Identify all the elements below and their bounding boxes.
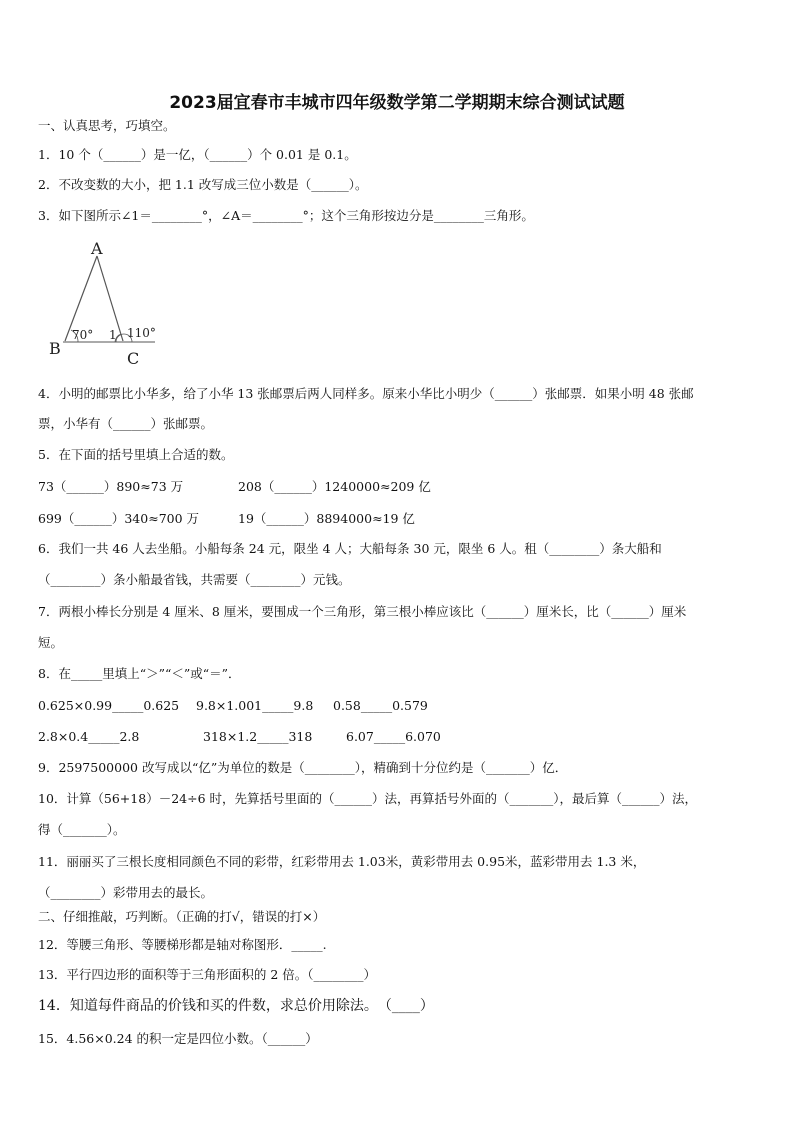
question-8-item-6: 6.07_____6.070 <box>346 729 441 744</box>
question-11-line-1: 11．丽丽买了三根长度相同颜色不同的彩带，红彩带用去 1.03米，黄彩带用去 0.95米，蓝彩带用去 1.3 米， <box>38 854 646 869</box>
question-5-item-1: 73（______）890≈73 万 <box>38 479 184 494</box>
vertex-b-label: B <box>49 339 61 358</box>
question-4-line-1: 4．小明的邮票比小华多，给了小华 13 张邮票后两人同样多。原来小华比小明少（______）张邮票．如果小明 48 张邮 <box>38 386 694 401</box>
angle-b-label: 70° <box>72 328 94 342</box>
page-title: 2023届宜春市丰城市四年级数学第二学期期末综合测试试题 <box>169 93 625 113</box>
question-9: 9．2597500000 改写成以“亿”为单位的数是（________），精确到十分位约是（_______）亿． <box>38 760 568 775</box>
question-11-line-2: （________）彩带用去的最长。 <box>38 885 214 900</box>
question-6-line-1: 6．我们一共 46 人去坐船。小船每条 24 元，限坐 4 人；大船每条 30 元，限坐 6 人。租（________）条大船和 <box>38 541 662 556</box>
question-7-line-2: 短。 <box>38 635 64 650</box>
angle-exterior-label: 110° <box>127 326 156 340</box>
question-5-item-3: 699（______）340≈700 万 <box>38 511 200 526</box>
section-heading-1: 一、认真思考，巧填空。 <box>38 118 176 133</box>
section-heading-2: 二、仔细推敲，巧判断。（正确的打√，错误的打×） <box>38 909 326 924</box>
question-12: 12．等腰三角形、等腰梯形都是轴对称图形．_____. <box>38 937 327 952</box>
question-14: 14．知道每件商品的价钱和买的件数，求总价用除法。 （____） <box>38 998 434 1014</box>
question-7-line-1: 7．两根小棒长分别是 4 厘米、8 厘米，要围成一个三角形，第三根小棒应该比（______）厘米长，比（______）厘米 <box>38 604 687 619</box>
vertex-c-label: C <box>127 349 140 366</box>
question-13: 13．平行四边形的面积等于三角形面积的 2 倍。（________） <box>38 967 377 982</box>
question-5-item-4: 19（______）8894000≈19 亿 <box>238 511 415 526</box>
question-8: 8．在_____里填上“＞”“＜”或“＝”． <box>38 666 241 681</box>
question-1: 1．10 个（______）是一亿，（______）个 0.01 是 0.1。 <box>38 147 357 162</box>
question-8-item-4: 2.8×0.4_____2.8 <box>38 729 140 744</box>
question-8-item-1: 0.625×0.99_____0.625 <box>38 698 180 713</box>
question-8-item-2: 9.8×1.001_____9.8 <box>196 698 314 713</box>
question-2: 2．不改变数的大小，把 1.1 改写成三位小数是（______）。 <box>38 177 368 192</box>
question-10-line-1: 10．计算（56+18）－24÷6 时，先算括号里面的（______）法，再算括号外面的（_______），最后算（______）法， <box>38 791 697 806</box>
question-6-line-2: （________）条小船最省钱，共需要（________）元钱。 <box>38 572 351 587</box>
question-5-item-2: 208（______）1240000≈209 亿 <box>238 479 431 494</box>
question-3: 3．如下图所示∠1＝________°，∠A＝________°；这个三角形按边分是________三角形。 <box>38 208 534 223</box>
question-8-item-3: 0.58_____0.579 <box>333 698 428 713</box>
vertex-a-label: A <box>91 239 103 258</box>
triangle-figure <box>45 236 165 366</box>
question-5: 5．在下面的括号里填上合适的数。 <box>38 447 234 462</box>
question-8-item-5: 318×1.2_____318 <box>203 729 313 744</box>
question-10-line-2: 得（_______）。 <box>38 822 126 837</box>
question-4-line-2: 票，小华有（______）张邮票。 <box>38 416 214 431</box>
angle-1-label: 1 <box>109 328 117 342</box>
question-15: 15．4.56×0.24 的积一定是四位小数。（______） <box>38 1031 318 1046</box>
